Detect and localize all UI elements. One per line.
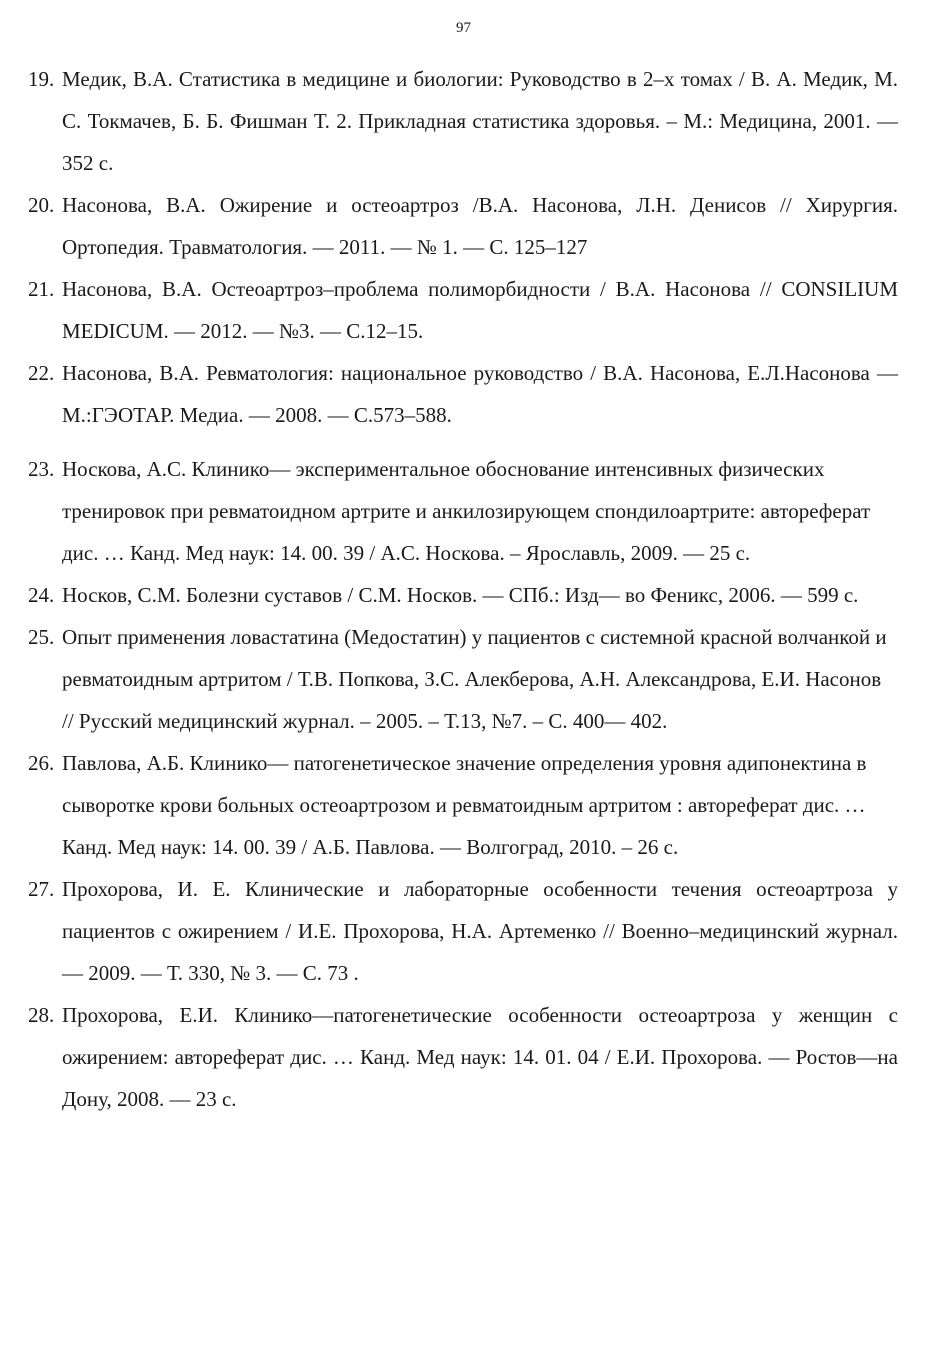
reference-item (28, 574, 898, 616)
page-number: 97 (456, 20, 471, 36)
reference-text: Прохорова, И. Е. Клинические и лабораторные особенности течения остеоартроза у пациентов с ожирением / И.Е. Прохорова, Н.А. Артеменко // Военно–медицинский журнал. — 2009. — Т. 330, № 3. — С. 73 . (62, 877, 898, 985)
reference-item (28, 58, 898, 184)
reference-item (28, 616, 898, 742)
reference-list (28, 58, 898, 1120)
reference-text: Носкова, А.С. Клинико— экспериментальное обоснование интенсивных физических тренировок при ревматоидном артрите и анкилозирующем спондилоартрите: автореферат дис. … Канд. Мед наук: 14. 00. 39 / А.С. Носкова. – Ярославль, 2009. — 25 с. (62, 457, 871, 565)
reference-text: Носков, С.М. Болезни суставов / С.М. Носков. — СПб.: Изд— во Феникс, 2006. — 599 с. (62, 583, 859, 607)
reference-number: 20. (28, 193, 55, 217)
reference-item (28, 742, 898, 868)
reference-text: Медик, В.А. Статистика в медицине и биологии: Руководство в 2–х томах / В. А. Медик, М. С. Токмачев, Б. Б. Фишман Т. 2. Прикладная статистика здоровья. – М.: Медицина, 2001. — 352 с. (62, 67, 898, 175)
reference-number: 22. (28, 361, 55, 385)
reference-item (28, 352, 898, 436)
reference-number: 26. (28, 751, 55, 775)
reference-text: Насонова, В.А. Ожирение и остеоартроз /В.А. Насонова, Л.Н. Денисов // Хирургия. Ортопедия. Травматология. — 2011. — № 1. — С. 125–127 (62, 193, 898, 259)
reference-item (28, 184, 898, 268)
reference-number: 19. (28, 67, 55, 91)
reference-text: Павлова, А.Б. Клинико— патогенетическое значение определения уровня адипонектина в сыворотке крови больных остеоартрозом и ревматоидным артритом : автореферат дис. … Канд. Мед наук: 14. 00. 39 / А.Б. Павлова. — Волгоград, 2010. – 26 с. (62, 751, 867, 859)
reference-number: 25. (28, 625, 55, 649)
reference-item (28, 268, 898, 352)
reference-number: 23. (28, 457, 55, 481)
reference-number: 28. (28, 1003, 55, 1027)
reference-item (28, 994, 898, 1120)
reference-text: Насонова, В.А. Остеоартроз–проблема полиморбидности / В.А. Насонова // CONSILIUM MEDICUM. — 2012. — №3. — С.12–15. (62, 277, 898, 343)
reference-item (28, 448, 898, 574)
reference-number: 27. (28, 877, 55, 901)
reference-text: Прохорова, Е.И. Клинико—патогенетические особенности остеоартроза у женщин с ожирением: автореферат дис. … Канд. Мед наук: 14. 01. 04 / Е.И. Прохорова. — Ростов—на Дону, 2008. — 23 с. (62, 1003, 898, 1111)
reference-number: 21. (28, 277, 55, 301)
reference-text: Опыт применения ловастатина (Медостатин) у пациентов с системной красной волчанкой и ревматоидным артритом / Т.В. Попкова, З.С. Алекберова, А.Н. Александрова, Е.И. Насонов // Русский медицинский журнал. – 2005. – Т.13, №7. – С. 400— 402. (62, 625, 887, 733)
reference-item (28, 868, 898, 994)
reference-number: 24. (28, 583, 55, 607)
reference-text: Насонова, В.А. Ревматология: национальное руководство / В.А. Насонова, Е.Л.Насонова — М.:ГЭОТАР. Медиа. — 2008. — С.573–588. (62, 361, 898, 427)
